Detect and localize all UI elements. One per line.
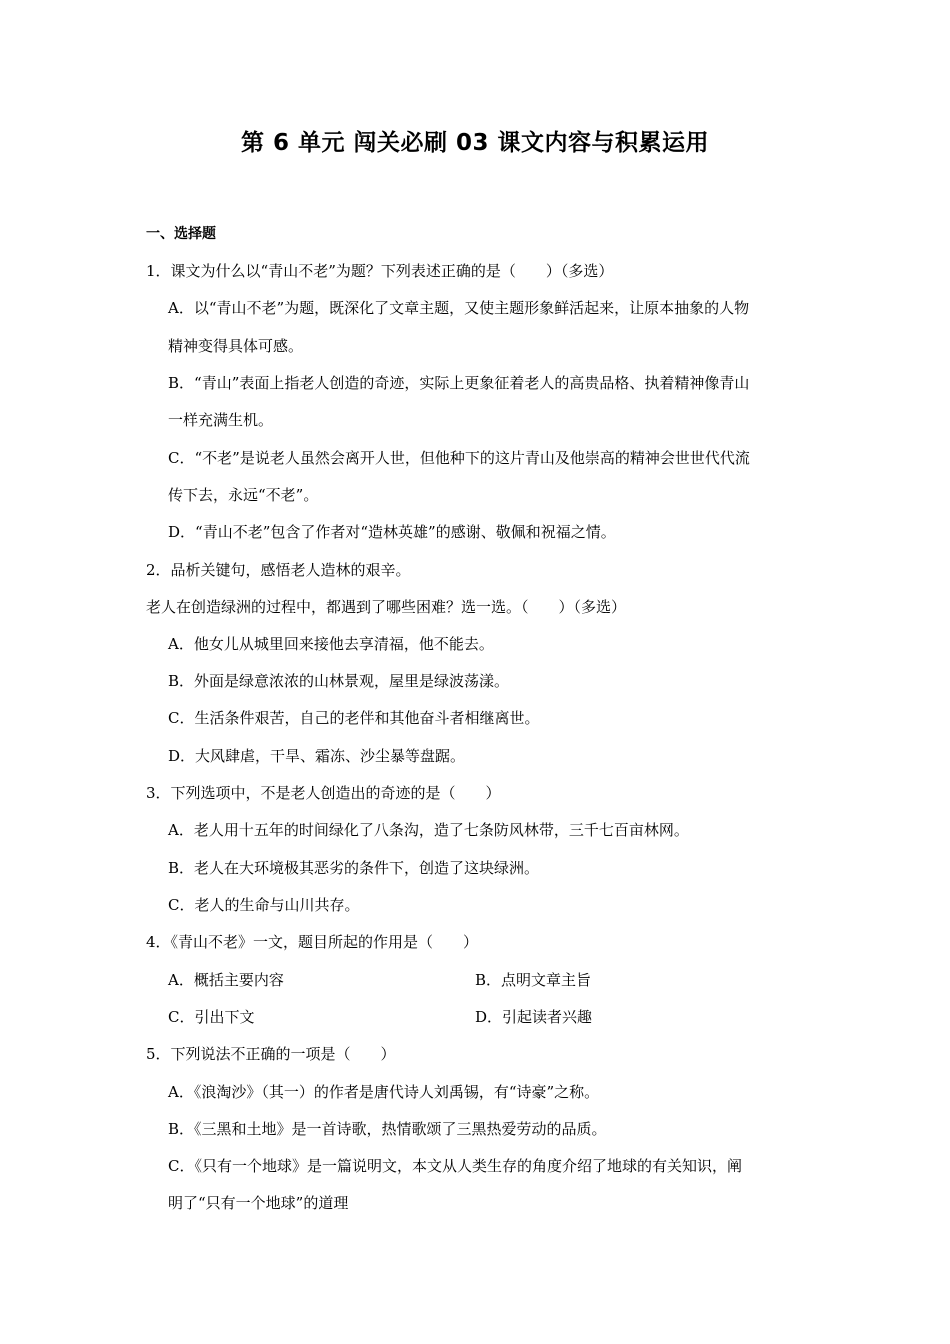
question-5-option-b: B．《三黑和土地》是一首诗歌，热情歌颂了三黑热爱劳动的品质。 — [168, 1120, 607, 1138]
question-5-option-c-cont: 明了“只有一个地球”的道理 — [168, 1194, 349, 1212]
question-3-option-b: B．老人在大环境极其恶劣的条件下，创造了这块绿洲。 — [168, 859, 540, 877]
question-2-option-c: C．生活条件艰苦，自己的老伴和其他奋斗者相继离世。 — [168, 709, 540, 727]
question-1-option-a-cont: 精神变得具体可感。 — [168, 337, 304, 355]
question-3-option-a: A．老人用十五年的时间绿化了八条沟，造了七条防风林带，三千七百亩林网。 — [168, 821, 689, 839]
question-1-option-c: C．“不老”是说老人虽然会离开人世，但他种下的这片青山及他崇高的精神会世世代代流 — [168, 449, 750, 467]
question-4-option-b: B．点明文章主旨 — [475, 971, 592, 989]
question-2-option-b: B．外面是绿意浓浓的山林景观，屋里是绿波荡漾。 — [168, 672, 510, 690]
question-1-option-d: D．“青山不老”包含了作者对“造林英雄”的感谢、敬佩和祝福之情。 — [168, 523, 616, 541]
question-1-option-b-cont: 一样充满生机。 — [168, 411, 274, 429]
question-4-option-c: C．引出下文 — [168, 1008, 255, 1026]
question-1-stem: 1．课文为什么以“青山不老”为题？下列表述正确的是（ ）（多选） — [146, 262, 614, 280]
question-1-option-b: B．“青山”表面上指老人创造的奇迹，实际上更象征着老人的高贵品格、执着精神像青山 — [168, 374, 750, 392]
section-heading: 一、选择题 — [146, 226, 216, 242]
question-2-subprompt: 老人在创造绿洲的过程中，都遇到了哪些困难？选一选。（ ）（多选） — [146, 598, 627, 616]
question-1-option-c-cont: 传下去，永远“不老”。 — [168, 486, 319, 504]
question-1-option-a: A．以“青山不老”为题，既深化了文章主题，又使主题形象鲜活起来，让原本抽象的人物 — [168, 299, 750, 317]
question-5-option-c: C．《只有一个地球》是一篇说明文，本文从人类生存的角度介绍了地球的有关知识，阐 — [168, 1157, 742, 1175]
question-4-option-a: A．概括主要内容 — [168, 971, 284, 989]
question-4-option-d: D．引起读者兴趣 — [475, 1008, 593, 1026]
question-5-option-a: A．《浪淘沙》（其一）的作者是唐代诗人刘禹锡，有“诗豪”之称。 — [168, 1083, 600, 1101]
question-2-stem: 2．品析关键句，感悟老人造林的艰辛。 — [146, 561, 411, 579]
question-2-option-d: D．大风肆虐，干旱、霜冻、沙尘暴等盘踞。 — [168, 747, 466, 765]
question-2-option-a: A．他女儿从城里回来接他去享清福，他不能去。 — [168, 635, 494, 653]
question-3-stem: 3．下列选项中，不是老人创造出的奇迹的是（ ） — [146, 784, 501, 802]
question-4-stem: 4．《青山不老》一文，题目所起的作用是（ ） — [146, 933, 479, 951]
page-title: 第 6 单元 闯关必刷 03 课文内容与积累运用 — [240, 130, 710, 156]
question-3-option-c: C．老人的生命与山川共存。 — [168, 896, 360, 914]
question-5-stem: 5．下列说法不正确的一项是（ ） — [146, 1045, 396, 1063]
